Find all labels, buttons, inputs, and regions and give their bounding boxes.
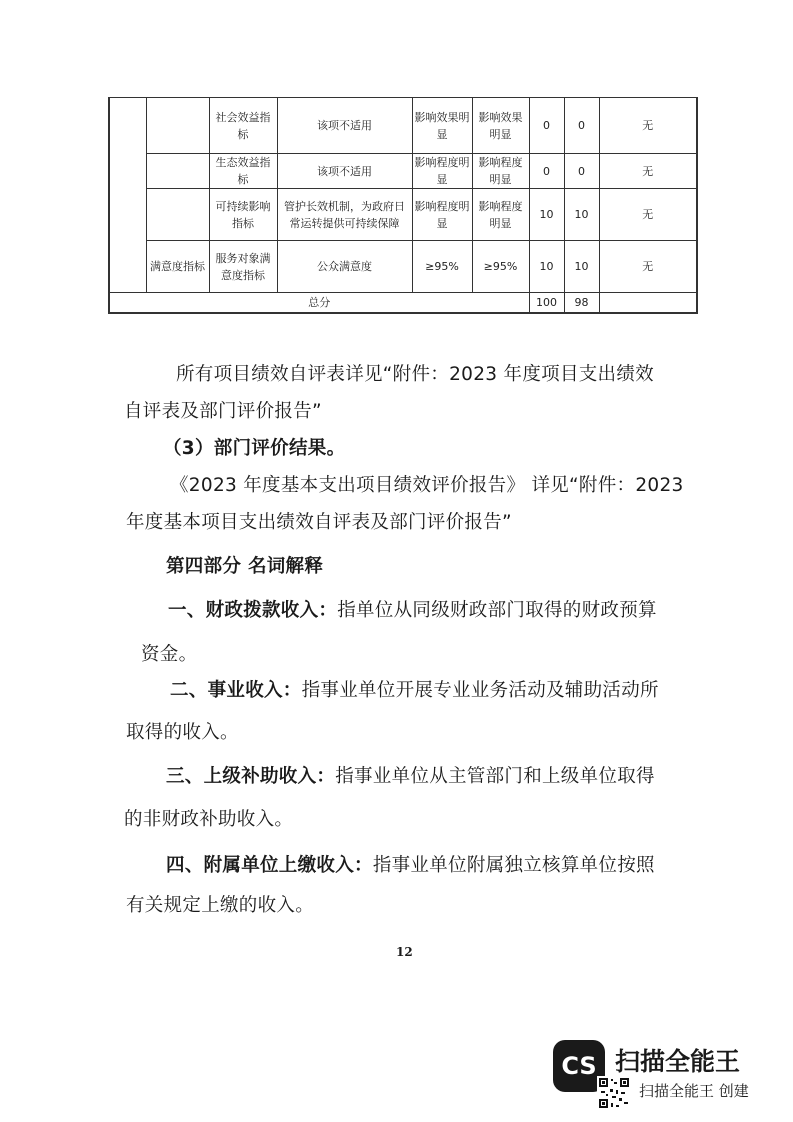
qr-code-icon — [597, 1076, 631, 1110]
score-cell: 0 — [564, 98, 599, 154]
table-row — [109, 154, 697, 189]
weight-cell: 10 — [529, 241, 564, 293]
definition-term: 一、财政拨款收入： — [168, 600, 338, 621]
actual-cell: 影响效果明显 — [472, 98, 529, 154]
level2-cell: 可持续影响指标 — [209, 189, 277, 241]
total-note — [599, 293, 697, 313]
note-cell: 无 — [599, 98, 697, 154]
definition-line — [166, 851, 655, 877]
score-cell: 10 — [564, 189, 599, 241]
level2-cell: 生态效益指标 — [209, 154, 277, 189]
score-cell: 0 — [564, 154, 599, 189]
level1-cell: 满意度指标 — [146, 241, 209, 293]
score-cell: 10 — [564, 241, 599, 293]
scanner-watermark — [553, 1040, 785, 1112]
definition-line — [170, 676, 659, 702]
indicator-cell: 管护长效机制，为政府日常运转提供可持续保障 — [277, 189, 412, 241]
definition-line: 取得的收入。 — [126, 722, 239, 743]
definition-text: 指事业单位开展专业业务活动及辅助活动所 — [301, 680, 659, 701]
level1-cell — [146, 189, 209, 241]
paragraph-line: 自评表及部门评价报告” — [124, 401, 322, 422]
table-row — [109, 189, 697, 241]
target-cell: ≥95% — [412, 241, 472, 293]
actual-cell: ≥95% — [472, 241, 529, 293]
definition-line: 的非财政补助收入。 — [124, 809, 294, 830]
indicator-cell: 该项不适用 — [277, 154, 412, 189]
watermark-title: 扫描全能王 — [615, 1047, 741, 1076]
actual-cell: 影响程度明显 — [472, 154, 529, 189]
level1-cell — [146, 154, 209, 189]
indicator-cell: 该项不适用 — [277, 98, 412, 154]
definition-line — [168, 596, 657, 622]
level2-cell: 社会效益指标 — [209, 98, 277, 154]
section-heading: （3）部门评价结果。 — [163, 438, 346, 459]
actual-cell: 影响程度明显 — [472, 189, 529, 241]
watermark-subtitle: 扫描全能王 创建 — [639, 1082, 749, 1100]
level2-cell: 服务对象满意度指标 — [209, 241, 277, 293]
total-label: 总分 — [109, 293, 529, 313]
definition-line — [166, 762, 655, 788]
definition-text: 指事业单位从主管部门和上级单位取得 — [335, 766, 655, 787]
note-cell: 无 — [599, 154, 697, 189]
total-score: 98 — [564, 293, 599, 313]
definition-line: 资金。 — [141, 644, 198, 665]
definition-term: 四、附属单位上缴收入： — [166, 855, 373, 876]
target-cell: 影响程度明显 — [412, 154, 472, 189]
category-cell — [109, 98, 146, 293]
weight-cell: 10 — [529, 189, 564, 241]
definition-term: 三、上级补助收入： — [166, 766, 336, 787]
target-cell: 影响效果明显 — [412, 98, 472, 154]
indicator-cell: 公众满意度 — [277, 241, 412, 293]
paragraph-line: 所有项目绩效自评表详见“附件：2023 年度项目支出绩效 — [176, 364, 654, 385]
target-cell: 影响程度明显 — [412, 189, 472, 241]
total-weight: 100 — [529, 293, 564, 313]
performance-table — [108, 97, 698, 314]
page-number: 12 — [396, 945, 413, 959]
weight-cell: 0 — [529, 98, 564, 154]
table-row — [109, 98, 697, 154]
total-row — [109, 293, 697, 313]
table-row — [109, 241, 697, 293]
weight-cell: 0 — [529, 154, 564, 189]
level1-cell — [146, 98, 209, 154]
camscanner-logo-icon: CS — [553, 1040, 605, 1092]
part-title: 第四部分 名词解释 — [166, 556, 324, 577]
definition-term: 二、事业收入： — [170, 680, 302, 701]
definition-text: 指事业单位附属独立核算单位按照 — [372, 855, 655, 876]
note-cell: 无 — [599, 189, 697, 241]
note-cell: 无 — [599, 241, 697, 293]
definition-text: 指单位从同级财政部门取得的财政预算 — [337, 600, 657, 621]
paragraph-line: 《2023 年度基本支出项目绩效评价报告》 详见“附件：2023 — [170, 475, 684, 496]
definition-line: 有关规定上缴的收入。 — [126, 895, 315, 916]
paragraph-line: 年度基本项目支出绩效自评表及部门评价报告” — [126, 512, 512, 533]
